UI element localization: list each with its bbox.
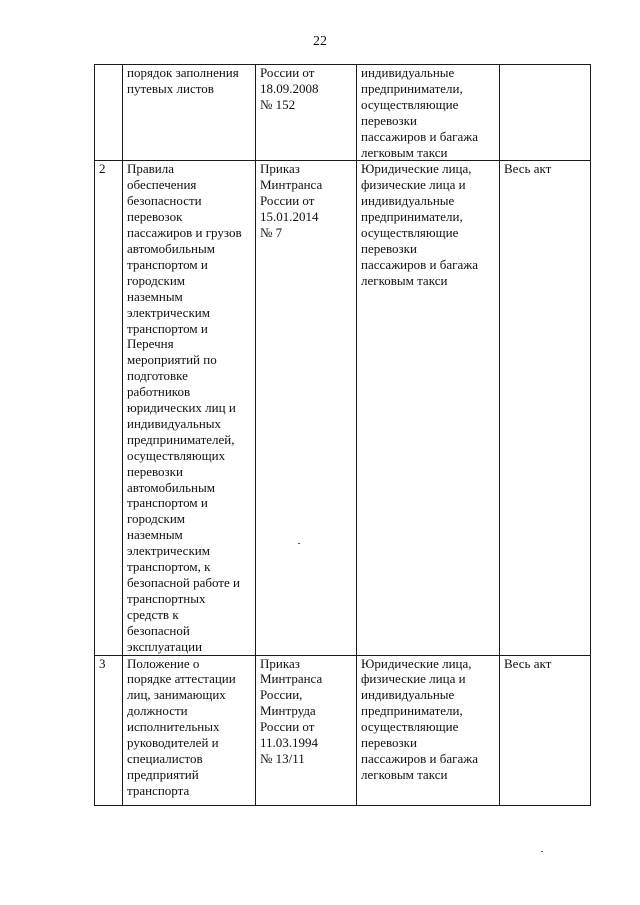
table-row	[95, 65, 591, 161]
row-number-cell: 2	[95, 161, 123, 655]
regulated-subjects-cell: Юридические лица, физические лица и индивидуальные предприниматели, осуществляющие перевозки пассажиров и багажа легковым такси	[357, 161, 500, 655]
scope-cell: Весь акт	[500, 655, 591, 805]
scan-speck	[298, 543, 300, 544]
scope-cell: Весь акт	[500, 161, 591, 655]
table-row	[95, 655, 591, 805]
regulation-act-cell: Приказ Минтранса России, Минтруда России от 11.03.1994 № 13/11	[256, 655, 357, 805]
row-number-cell: 3	[95, 655, 123, 805]
regulations-table	[94, 64, 591, 806]
table-row	[95, 161, 591, 655]
row-number-cell	[95, 65, 123, 161]
scan-speck	[541, 851, 543, 852]
regulation-name-cell: Правила обеспечения безопасности перевозок пассажиров и грузов автомобильным транспортом и городским наземным электрическим транспортом и Перечня мероприятий по подготовке работников юридических лиц и индивидуальных предпринимателей, осуществляющих перевозки автомобильным транспортом и городским наземным электрическим транспортом, к безопасной работе и транспортных средств к безопасной эксплуатации	[123, 161, 256, 655]
regulation-name-cell: порядок заполнения путевых листов	[123, 65, 256, 161]
regulation-act-cell: Приказ Минтранса России от 15.01.2014 № 7	[256, 161, 357, 655]
regulated-subjects-cell: Юридические лица, физические лица и индивидуальные предприниматели, осуществляющие перевозки пассажиров и багажа легковым такси	[357, 655, 500, 805]
regulated-subjects-cell: индивидуальные предприниматели, осуществляющие перевозки пассажиров и багажа легковым такси	[357, 65, 500, 161]
regulation-name-cell: Положение о порядке аттестации лиц, занимающих должности исполнительных руководителей и специалистов предприятий транспорта	[123, 655, 256, 805]
regulation-act-cell: России от 18.09.2008 № 152	[256, 65, 357, 161]
scope-cell	[500, 65, 591, 161]
page-number: 22	[313, 34, 327, 49]
